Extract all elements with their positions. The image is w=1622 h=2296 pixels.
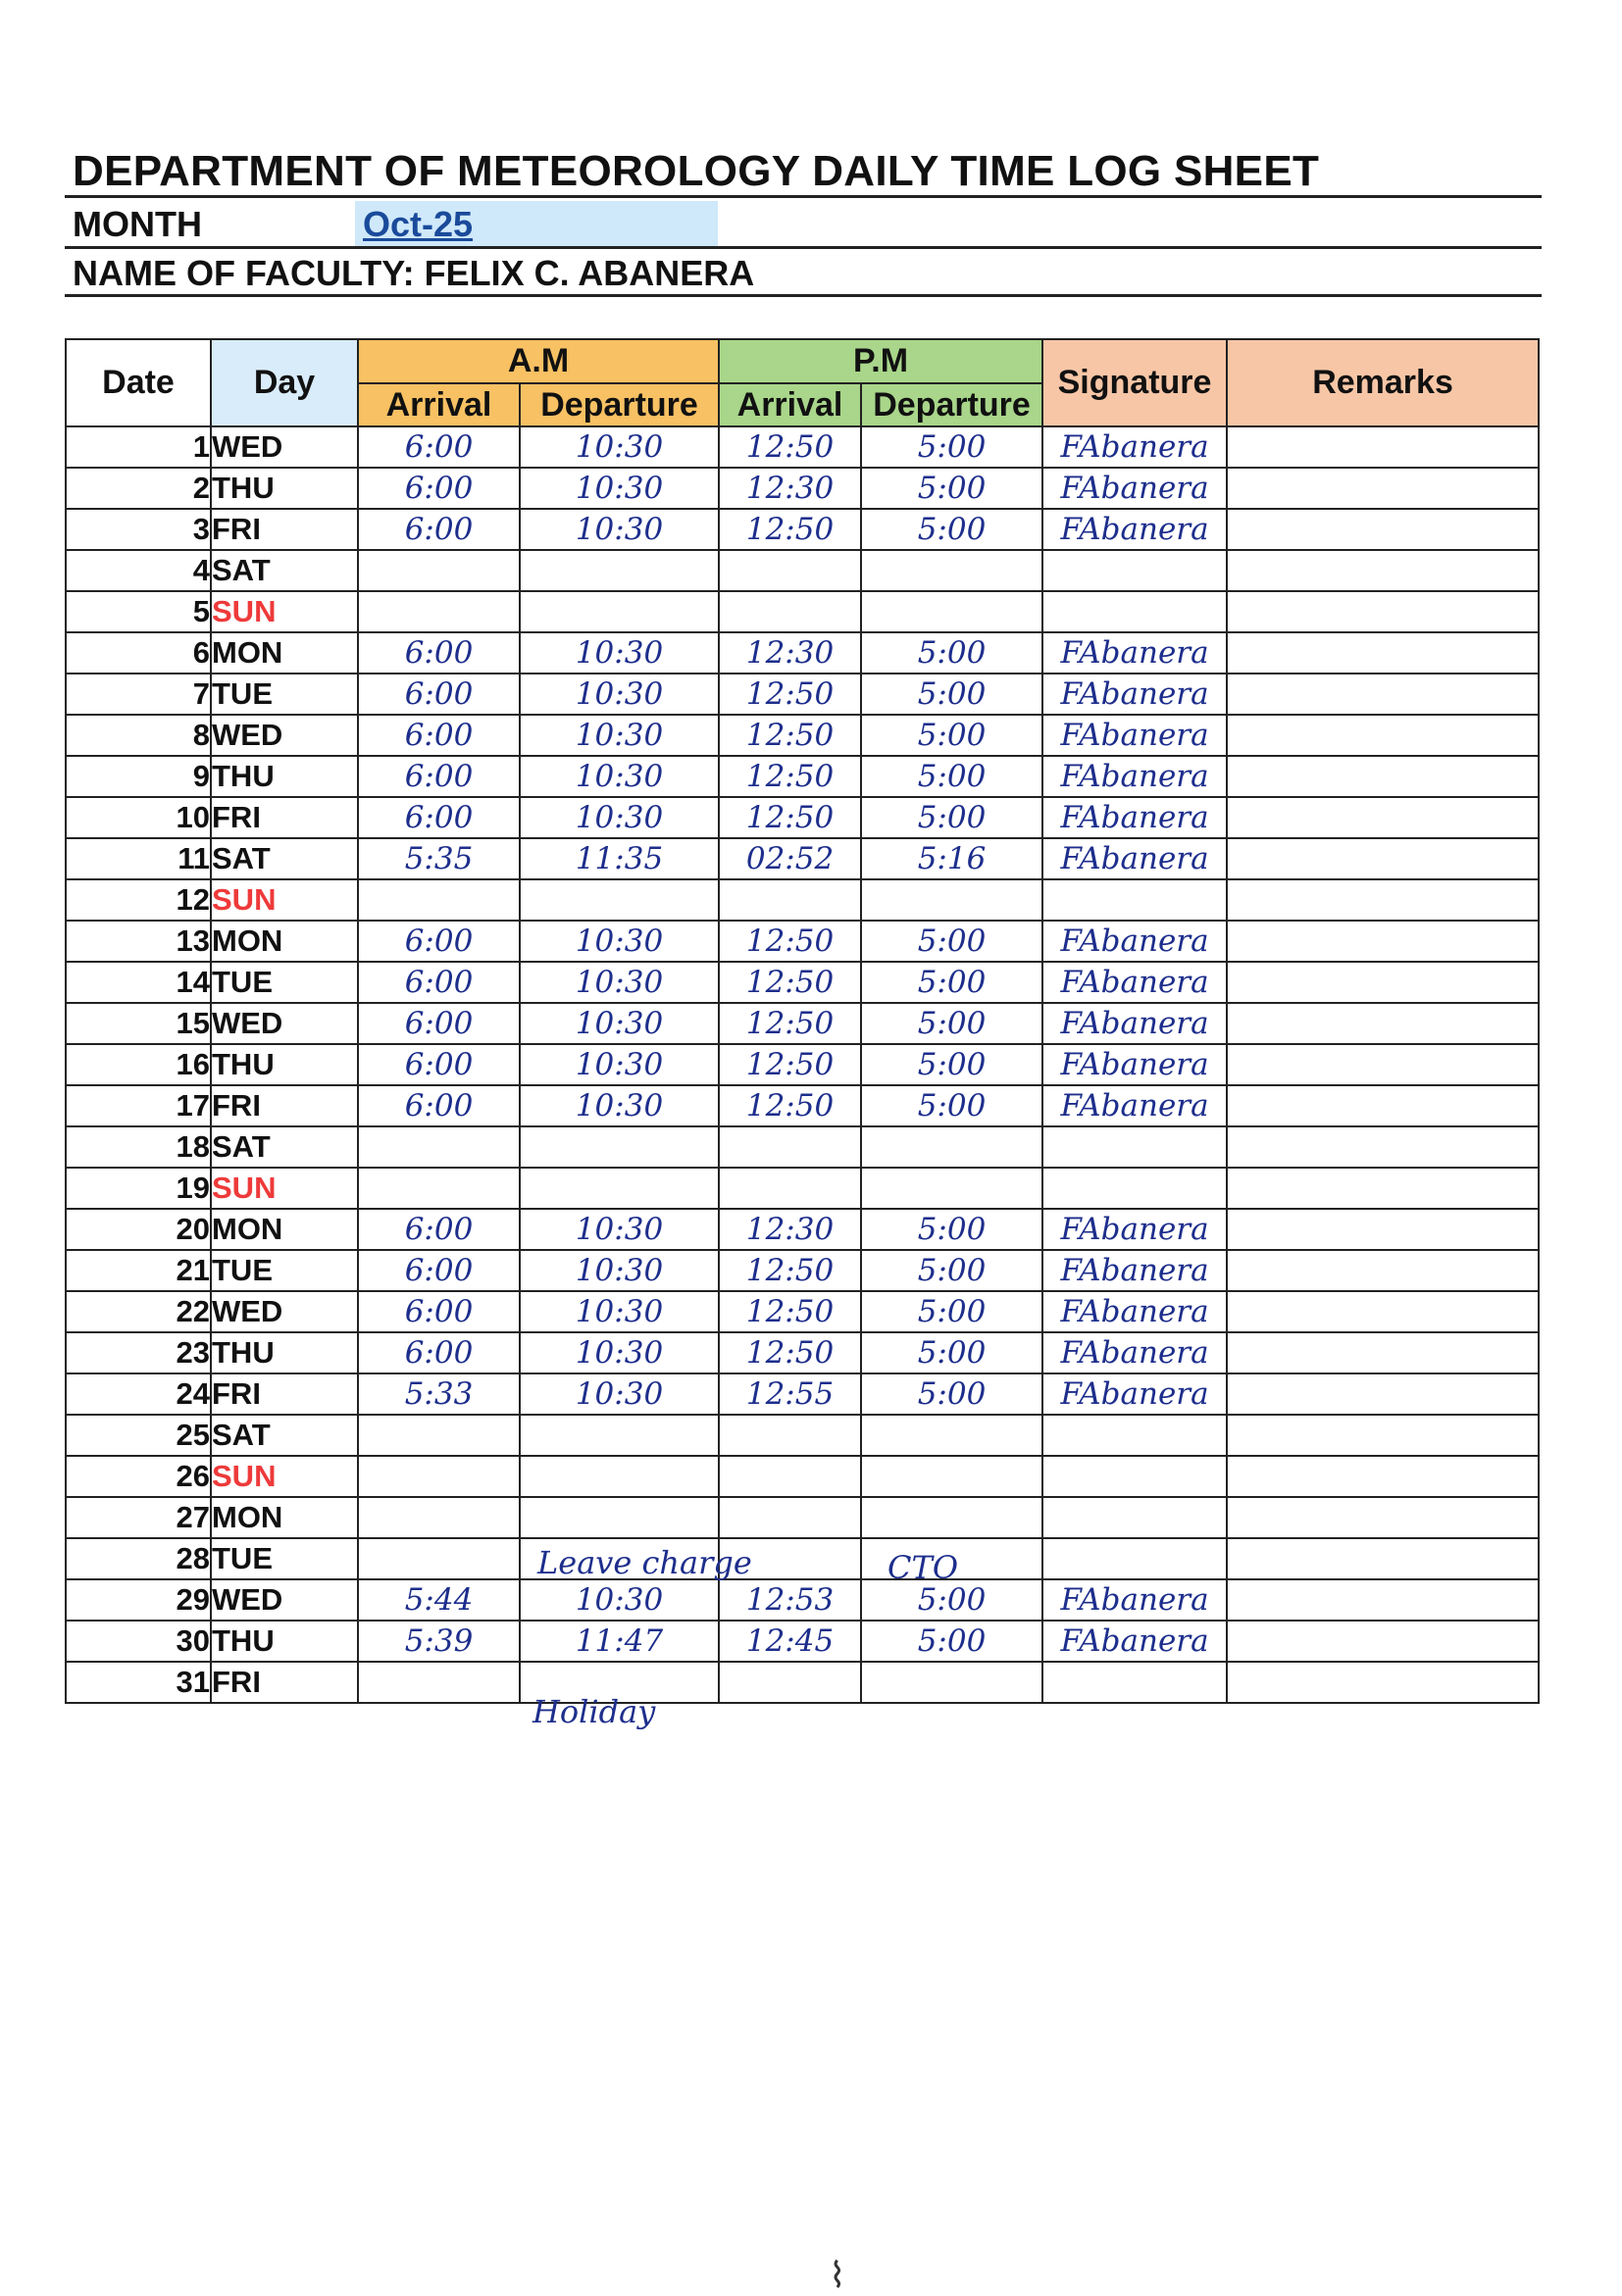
signature-cell: FAbanera bbox=[1042, 674, 1227, 715]
pm-arrival-cell: 12:30 bbox=[719, 1209, 861, 1250]
am-arrival-cell: 6:00 bbox=[358, 632, 520, 674]
date-cell: 28 bbox=[66, 1538, 211, 1579]
am-departure-cell: 10:30 bbox=[520, 1373, 719, 1415]
am-arrival-cell: 6:00 bbox=[358, 509, 520, 550]
table-row bbox=[66, 468, 1539, 509]
pm-departure-cell bbox=[861, 1662, 1042, 1703]
am-arrival-cell bbox=[358, 1456, 520, 1497]
remarks-cell bbox=[1227, 797, 1539, 838]
table-row bbox=[66, 674, 1539, 715]
remarks-cell bbox=[1227, 1291, 1539, 1332]
am-departure-cell bbox=[520, 1126, 719, 1168]
am-departure-cell bbox=[520, 1415, 719, 1456]
pm-departure-cell bbox=[861, 550, 1042, 591]
am-arrival-cell bbox=[358, 1168, 520, 1209]
day-cell: WED bbox=[211, 1291, 358, 1332]
am-departure-cell: 10:30 bbox=[520, 1332, 719, 1373]
pm-arrival-cell bbox=[719, 879, 861, 921]
date-cell: 24 bbox=[66, 1373, 211, 1415]
pm-arrival-cell: 12:30 bbox=[719, 468, 861, 509]
table-row bbox=[66, 632, 1539, 674]
signature-cell: FAbanera bbox=[1042, 509, 1227, 550]
table-row bbox=[66, 1662, 1539, 1703]
remarks-cell bbox=[1227, 1126, 1539, 1168]
am-arrival-cell: 6:00 bbox=[358, 674, 520, 715]
pm-departure-cell: 5:00 bbox=[861, 1579, 1042, 1621]
date-cell: 17 bbox=[66, 1085, 211, 1126]
signature-cell bbox=[1042, 550, 1227, 591]
pm-departure-cell: 5:00 bbox=[861, 632, 1042, 674]
date-cell: 11 bbox=[66, 838, 211, 879]
signature-cell bbox=[1042, 1126, 1227, 1168]
pm-departure-cell: 5:00 bbox=[861, 756, 1042, 797]
am-arrival-cell: 5:39 bbox=[358, 1621, 520, 1662]
day-cell: SAT bbox=[211, 1126, 358, 1168]
pm-arrival-cell: 12:50 bbox=[719, 674, 861, 715]
remarks-cell bbox=[1227, 1662, 1539, 1703]
table-row bbox=[66, 1415, 1539, 1456]
header-am-arrival: Arrival bbox=[358, 383, 520, 426]
date-cell: 12 bbox=[66, 879, 211, 921]
pm-arrival-cell: 12:50 bbox=[719, 426, 861, 468]
day-cell: MON bbox=[211, 1209, 358, 1250]
table-row bbox=[66, 509, 1539, 550]
remarks-cell bbox=[1227, 1415, 1539, 1456]
date-cell: 20 bbox=[66, 1209, 211, 1250]
pm-departure-cell: 5:00 bbox=[861, 1085, 1042, 1126]
am-arrival-cell: 6:00 bbox=[358, 1003, 520, 1044]
am-departure-cell: 10:30 bbox=[520, 509, 719, 550]
table-row bbox=[66, 550, 1539, 591]
day-cell: FRI bbox=[211, 797, 358, 838]
remarks-cell bbox=[1227, 1332, 1539, 1373]
signature-cell: FAbanera bbox=[1042, 1332, 1227, 1373]
table-row bbox=[66, 1538, 1539, 1579]
am-arrival-cell: 6:00 bbox=[358, 1291, 520, 1332]
day-cell: THU bbox=[211, 468, 358, 509]
am-departure-cell: 10:30 bbox=[520, 1209, 719, 1250]
am-departure-cell: 11:47 bbox=[520, 1621, 719, 1662]
signature-cell bbox=[1042, 1456, 1227, 1497]
table-row bbox=[66, 1250, 1539, 1291]
remarks-cell bbox=[1227, 632, 1539, 674]
date-cell: 14 bbox=[66, 962, 211, 1003]
date-cell: 4 bbox=[66, 550, 211, 591]
month-value: Oct-25 bbox=[363, 204, 474, 244]
am-departure-cell bbox=[520, 1497, 719, 1538]
day-cell: THU bbox=[211, 1621, 358, 1662]
am-departure-cell: 10:30 bbox=[520, 632, 719, 674]
pm-departure-cell bbox=[861, 1126, 1042, 1168]
day-cell: TUE bbox=[211, 1538, 358, 1579]
am-arrival-cell bbox=[358, 591, 520, 632]
table-row bbox=[66, 1085, 1539, 1126]
date-cell: 30 bbox=[66, 1621, 211, 1662]
date-cell: 7 bbox=[66, 674, 211, 715]
am-departure-cell: 11:35 bbox=[520, 838, 719, 879]
remarks-cell bbox=[1227, 426, 1539, 468]
remarks-cell bbox=[1227, 550, 1539, 591]
signature-cell bbox=[1042, 1497, 1227, 1538]
pm-arrival-cell bbox=[719, 1497, 861, 1538]
day-cell: TUE bbox=[211, 962, 358, 1003]
pm-arrival-cell: 02:52 bbox=[719, 838, 861, 879]
remarks-cell bbox=[1227, 879, 1539, 921]
pm-arrival-cell bbox=[719, 1456, 861, 1497]
pm-departure-cell: 5:00 bbox=[861, 1291, 1042, 1332]
pm-arrival-cell: 12:50 bbox=[719, 797, 861, 838]
signature-cell: FAbanera bbox=[1042, 426, 1227, 468]
pm-arrival-cell: 12:50 bbox=[719, 1291, 861, 1332]
date-cell: 8 bbox=[66, 715, 211, 756]
pm-arrival-cell: 12:55 bbox=[719, 1373, 861, 1415]
am-departure-cell: 10:30 bbox=[520, 962, 719, 1003]
am-arrival-cell bbox=[358, 1415, 520, 1456]
signature-cell bbox=[1042, 1538, 1227, 1579]
scan-mark: ⌇ bbox=[829, 2255, 846, 2295]
month-rule bbox=[65, 246, 1542, 249]
header-date: Date bbox=[66, 339, 211, 426]
pm-arrival-cell: 12:50 bbox=[719, 1044, 861, 1085]
table-row bbox=[66, 715, 1539, 756]
am-arrival-cell: 6:00 bbox=[358, 797, 520, 838]
date-cell: 26 bbox=[66, 1456, 211, 1497]
day-cell: SAT bbox=[211, 1415, 358, 1456]
am-arrival-cell bbox=[358, 1538, 520, 1579]
day-cell: SUN bbox=[211, 1456, 358, 1497]
am-arrival-cell: 6:00 bbox=[358, 921, 520, 962]
pm-departure-cell bbox=[861, 1456, 1042, 1497]
remarks-cell bbox=[1227, 1003, 1539, 1044]
remarks-cell bbox=[1227, 921, 1539, 962]
signature-cell: FAbanera bbox=[1042, 1085, 1227, 1126]
signature-cell bbox=[1042, 1415, 1227, 1456]
remarks-cell bbox=[1227, 1579, 1539, 1621]
pm-departure-cell bbox=[861, 1168, 1042, 1209]
signature-cell: FAbanera bbox=[1042, 1209, 1227, 1250]
pm-arrival-cell: 12:50 bbox=[719, 715, 861, 756]
signature-cell: FAbanera bbox=[1042, 468, 1227, 509]
faculty-name: NAME OF FACULTY: FELIX C. ABANERA bbox=[73, 253, 755, 293]
table-row bbox=[66, 1209, 1539, 1250]
faculty-rule bbox=[65, 294, 1542, 297]
signature-cell bbox=[1042, 879, 1227, 921]
table-row bbox=[66, 1621, 1539, 1662]
table-row bbox=[66, 1168, 1539, 1209]
pm-departure-cell: 5:16 bbox=[861, 838, 1042, 879]
am-departure-cell: 10:30 bbox=[520, 797, 719, 838]
day-cell: FRI bbox=[211, 509, 358, 550]
date-cell: 9 bbox=[66, 756, 211, 797]
signature-cell: FAbanera bbox=[1042, 756, 1227, 797]
remarks-cell bbox=[1227, 756, 1539, 797]
remarks-cell bbox=[1227, 591, 1539, 632]
day-cell: SAT bbox=[211, 838, 358, 879]
day-cell: SUN bbox=[211, 591, 358, 632]
pm-departure-cell: 5:00 bbox=[861, 1373, 1042, 1415]
title-rule bbox=[65, 195, 1542, 198]
am-arrival-cell: 6:00 bbox=[358, 715, 520, 756]
am-departure-cell: 10:30 bbox=[520, 1291, 719, 1332]
am-departure-cell bbox=[520, 1456, 719, 1497]
pm-arrival-cell: 12:45 bbox=[719, 1621, 861, 1662]
am-arrival-cell: 6:00 bbox=[358, 468, 520, 509]
remarks-cell bbox=[1227, 509, 1539, 550]
day-cell: THU bbox=[211, 756, 358, 797]
day-cell: TUE bbox=[211, 674, 358, 715]
table-row bbox=[66, 921, 1539, 962]
am-departure-cell: 10:30 bbox=[520, 468, 719, 509]
am-arrival-cell bbox=[358, 1662, 520, 1703]
pm-departure-cell: 5:00 bbox=[861, 1621, 1042, 1662]
signature-cell bbox=[1042, 591, 1227, 632]
day-cell: FRI bbox=[211, 1662, 358, 1703]
signature-cell: FAbanera bbox=[1042, 797, 1227, 838]
table-row bbox=[66, 1579, 1539, 1621]
signature-cell: FAbanera bbox=[1042, 632, 1227, 674]
signature-cell: FAbanera bbox=[1042, 838, 1227, 879]
date-cell: 23 bbox=[66, 1332, 211, 1373]
sheet-title: DEPARTMENT OF METEOROLOGY DAILY TIME LOG SHEET bbox=[73, 147, 1320, 195]
time-log-table bbox=[65, 338, 1540, 1704]
pm-arrival-cell: 12:50 bbox=[719, 1332, 861, 1373]
header-day: Day bbox=[211, 339, 358, 426]
day-cell: SUN bbox=[211, 1168, 358, 1209]
date-cell: 18 bbox=[66, 1126, 211, 1168]
pm-arrival-cell: 12:50 bbox=[719, 1003, 861, 1044]
am-arrival-cell: 6:00 bbox=[358, 1044, 520, 1085]
signature-cell: FAbanera bbox=[1042, 1250, 1227, 1291]
table-row bbox=[66, 1044, 1539, 1085]
pm-arrival-cell: 12:50 bbox=[719, 921, 861, 962]
remarks-cell bbox=[1227, 1044, 1539, 1085]
remarks-cell bbox=[1227, 1168, 1539, 1209]
signature-cell: FAbanera bbox=[1042, 962, 1227, 1003]
day-cell: WED bbox=[211, 715, 358, 756]
am-departure-cell: 10:30 bbox=[520, 756, 719, 797]
day-cell: THU bbox=[211, 1332, 358, 1373]
table-row bbox=[66, 797, 1539, 838]
am-departure-cell: 10:30 bbox=[520, 1003, 719, 1044]
signature-cell: FAbanera bbox=[1042, 1044, 1227, 1085]
date-cell: 3 bbox=[66, 509, 211, 550]
date-cell: 5 bbox=[66, 591, 211, 632]
am-departure-cell: 10:30 bbox=[520, 674, 719, 715]
day-cell: MON bbox=[211, 632, 358, 674]
pm-arrival-cell: 12:50 bbox=[719, 962, 861, 1003]
am-departure-cell: 10:30 bbox=[520, 1250, 719, 1291]
date-cell: 21 bbox=[66, 1250, 211, 1291]
leave-note: Leave charge bbox=[537, 1544, 752, 1581]
am-arrival-cell: 5:33 bbox=[358, 1373, 520, 1415]
day-cell: FRI bbox=[211, 1085, 358, 1126]
remarks-cell bbox=[1227, 962, 1539, 1003]
day-cell: WED bbox=[211, 1003, 358, 1044]
am-arrival-cell: 6:00 bbox=[358, 1250, 520, 1291]
day-cell: TUE bbox=[211, 1250, 358, 1291]
table-row bbox=[66, 756, 1539, 797]
header-pm-departure: Departure bbox=[861, 383, 1042, 426]
day-cell: SUN bbox=[211, 879, 358, 921]
remarks-cell bbox=[1227, 1538, 1539, 1579]
day-cell: MON bbox=[211, 921, 358, 962]
am-arrival-cell: 5:44 bbox=[358, 1579, 520, 1621]
pm-arrival-cell: 12:53 bbox=[719, 1579, 861, 1621]
day-cell: WED bbox=[211, 426, 358, 468]
remarks-cell bbox=[1227, 838, 1539, 879]
pm-arrival-cell bbox=[719, 1168, 861, 1209]
am-departure-cell bbox=[520, 879, 719, 921]
leave-code-note: CTO bbox=[887, 1549, 959, 1586]
am-departure-cell: 10:30 bbox=[520, 1579, 719, 1621]
remarks-cell bbox=[1227, 1497, 1539, 1538]
header-pm-arrival: Arrival bbox=[719, 383, 861, 426]
time-log-rows bbox=[66, 426, 1539, 1703]
signature-cell: FAbanera bbox=[1042, 715, 1227, 756]
day-cell: SAT bbox=[211, 550, 358, 591]
date-cell: 16 bbox=[66, 1044, 211, 1085]
signature-cell: FAbanera bbox=[1042, 1579, 1227, 1621]
pm-departure-cell: 5:00 bbox=[861, 962, 1042, 1003]
date-cell: 22 bbox=[66, 1291, 211, 1332]
pm-departure-cell bbox=[861, 591, 1042, 632]
remarks-cell bbox=[1227, 674, 1539, 715]
pm-arrival-cell bbox=[719, 1126, 861, 1168]
am-arrival-cell: 6:00 bbox=[358, 962, 520, 1003]
day-cell: THU bbox=[211, 1044, 358, 1085]
am-departure-cell: 10:30 bbox=[520, 426, 719, 468]
pm-departure-cell bbox=[861, 879, 1042, 921]
date-cell: 27 bbox=[66, 1497, 211, 1538]
pm-departure-cell bbox=[861, 1415, 1042, 1456]
pm-departure-cell: 5:00 bbox=[861, 509, 1042, 550]
table-row bbox=[66, 1373, 1539, 1415]
pm-arrival-cell: 12:50 bbox=[719, 509, 861, 550]
am-departure-cell bbox=[520, 591, 719, 632]
pm-departure-cell: 5:00 bbox=[861, 468, 1042, 509]
signature-cell: FAbanera bbox=[1042, 1291, 1227, 1332]
am-arrival-cell bbox=[358, 1497, 520, 1538]
table-row bbox=[66, 1003, 1539, 1044]
pm-departure-cell bbox=[861, 1497, 1042, 1538]
date-cell: 10 bbox=[66, 797, 211, 838]
am-arrival-cell bbox=[358, 550, 520, 591]
am-departure-cell: 10:30 bbox=[520, 1085, 719, 1126]
signature-cell bbox=[1042, 1662, 1227, 1703]
table-row bbox=[66, 1291, 1539, 1332]
am-arrival-cell: 6:00 bbox=[358, 1332, 520, 1373]
pm-departure-cell: 5:00 bbox=[861, 674, 1042, 715]
table-row bbox=[66, 1332, 1539, 1373]
pm-departure-cell: 5:00 bbox=[861, 426, 1042, 468]
am-departure-cell bbox=[520, 1168, 719, 1209]
pm-arrival-cell: 12:30 bbox=[719, 632, 861, 674]
pm-arrival-cell: 12:50 bbox=[719, 1085, 861, 1126]
holiday-note: Holiday bbox=[532, 1693, 656, 1730]
date-cell: 15 bbox=[66, 1003, 211, 1044]
day-cell: MON bbox=[211, 1497, 358, 1538]
am-arrival-cell bbox=[358, 1126, 520, 1168]
date-cell: 29 bbox=[66, 1579, 211, 1621]
pm-departure-cell: 5:00 bbox=[861, 797, 1042, 838]
remarks-cell bbox=[1227, 1456, 1539, 1497]
pm-departure-cell: 5:00 bbox=[861, 1044, 1042, 1085]
date-cell: 25 bbox=[66, 1415, 211, 1456]
table-row bbox=[66, 1497, 1539, 1538]
remarks-cell bbox=[1227, 1085, 1539, 1126]
am-arrival-cell: 6:00 bbox=[358, 1209, 520, 1250]
date-cell: 6 bbox=[66, 632, 211, 674]
pm-departure-cell: 5:00 bbox=[861, 1332, 1042, 1373]
am-arrival-cell: 6:00 bbox=[358, 426, 520, 468]
date-cell: 13 bbox=[66, 921, 211, 962]
am-departure-cell: 10:30 bbox=[520, 715, 719, 756]
day-cell: FRI bbox=[211, 1373, 358, 1415]
remarks-cell bbox=[1227, 1621, 1539, 1662]
header-am-departure: Departure bbox=[520, 383, 719, 426]
am-arrival-cell: 6:00 bbox=[358, 1085, 520, 1126]
signature-cell: FAbanera bbox=[1042, 1003, 1227, 1044]
signature-cell: FAbanera bbox=[1042, 1373, 1227, 1415]
pm-arrival-cell: 12:50 bbox=[719, 756, 861, 797]
pm-departure-cell: 5:00 bbox=[861, 1003, 1042, 1044]
pm-arrival-cell bbox=[719, 1662, 861, 1703]
table-row bbox=[66, 838, 1539, 879]
header-am: A.M bbox=[358, 339, 719, 383]
header-signature: Signature bbox=[1042, 339, 1227, 426]
am-arrival-cell: 5:35 bbox=[358, 838, 520, 879]
am-departure-cell bbox=[520, 550, 719, 591]
remarks-cell bbox=[1227, 715, 1539, 756]
remarks-cell bbox=[1227, 1373, 1539, 1415]
am-arrival-cell: 6:00 bbox=[358, 756, 520, 797]
table-row bbox=[66, 1126, 1539, 1168]
pm-arrival-cell: 12:50 bbox=[719, 1250, 861, 1291]
pm-arrival-cell bbox=[719, 550, 861, 591]
am-departure-cell: 10:30 bbox=[520, 1044, 719, 1085]
pm-departure-cell: 5:00 bbox=[861, 1209, 1042, 1250]
day-cell: WED bbox=[211, 1579, 358, 1621]
date-cell: 2 bbox=[66, 468, 211, 509]
pm-departure-cell: 5:00 bbox=[861, 921, 1042, 962]
table-row bbox=[66, 591, 1539, 632]
table-row bbox=[66, 879, 1539, 921]
date-cell: 19 bbox=[66, 1168, 211, 1209]
signature-cell bbox=[1042, 1168, 1227, 1209]
table-row bbox=[66, 1456, 1539, 1497]
month-label: MONTH bbox=[73, 204, 202, 244]
remarks-cell bbox=[1227, 468, 1539, 509]
table-row bbox=[66, 426, 1539, 468]
am-arrival-cell bbox=[358, 879, 520, 921]
signature-cell: FAbanera bbox=[1042, 921, 1227, 962]
date-cell: 1 bbox=[66, 426, 211, 468]
header-pm: P.M bbox=[719, 339, 1042, 383]
pm-departure-cell: 5:00 bbox=[861, 715, 1042, 756]
pm-departure-cell: 5:00 bbox=[861, 1250, 1042, 1291]
remarks-cell bbox=[1227, 1250, 1539, 1291]
pm-arrival-cell bbox=[719, 591, 861, 632]
date-cell: 31 bbox=[66, 1662, 211, 1703]
table-row bbox=[66, 962, 1539, 1003]
signature-cell: FAbanera bbox=[1042, 1621, 1227, 1662]
pm-arrival-cell bbox=[719, 1415, 861, 1456]
remarks-cell bbox=[1227, 1209, 1539, 1250]
header-remarks: Remarks bbox=[1227, 339, 1539, 426]
am-departure-cell: 10:30 bbox=[520, 921, 719, 962]
